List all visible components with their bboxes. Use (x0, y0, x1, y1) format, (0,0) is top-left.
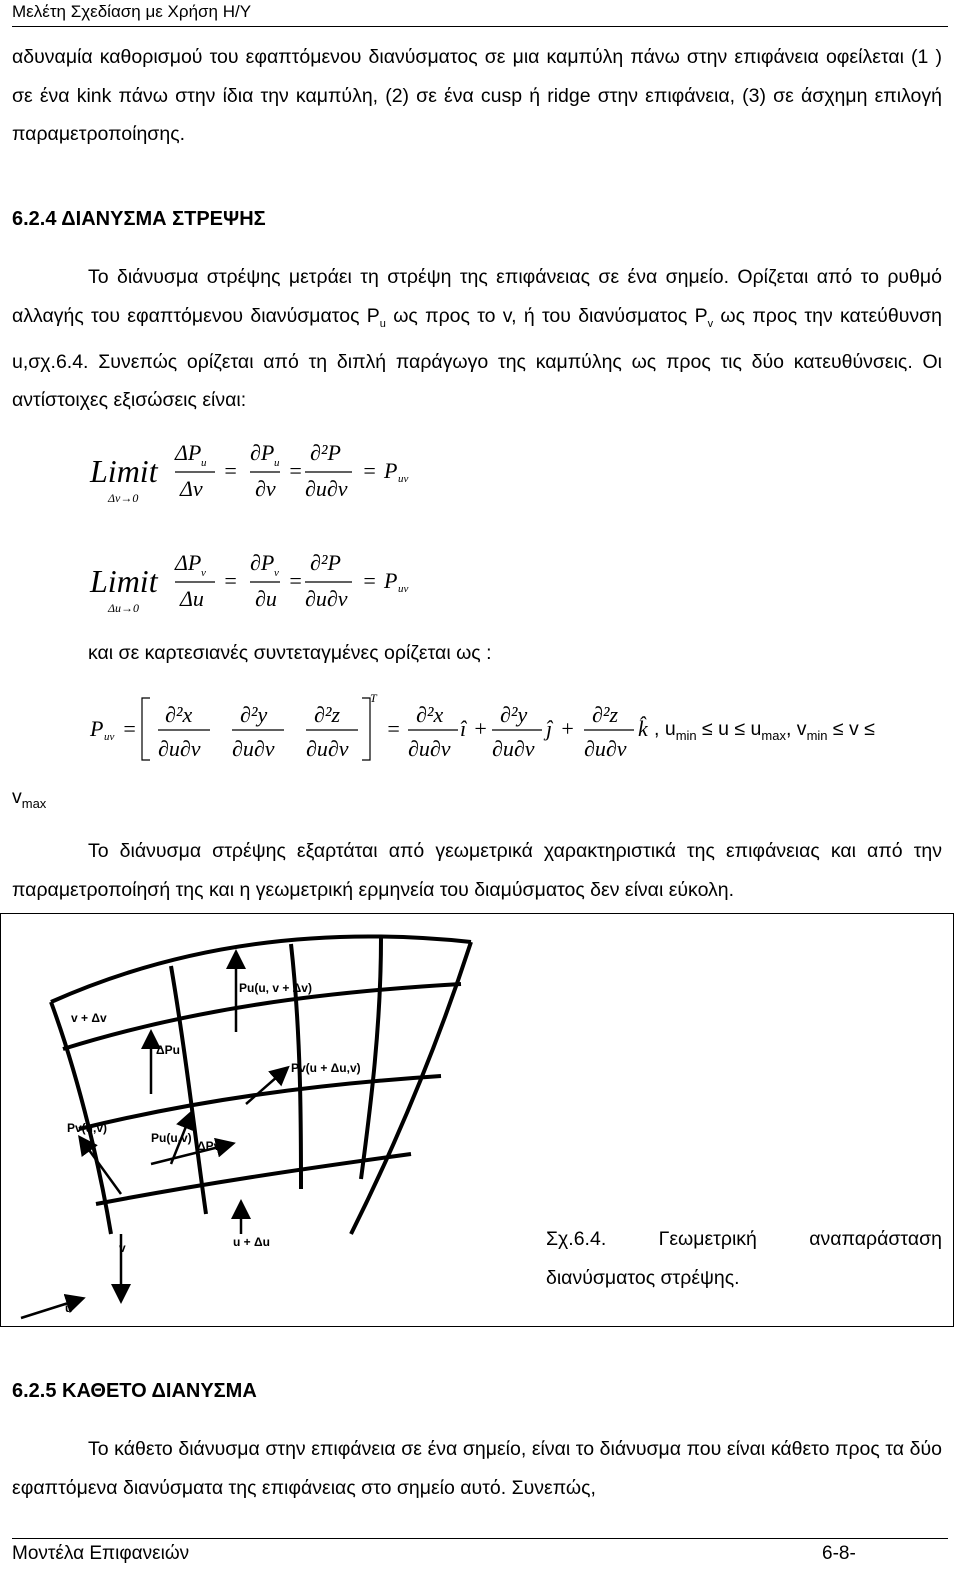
twist-vector-diagram (1, 914, 541, 1324)
svg-text:∂²z: ∂²z (314, 702, 341, 727)
svg-text:Limit: Limit (90, 453, 158, 489)
svg-text:=: = (122, 716, 137, 741)
svg-text:P: P (384, 458, 398, 483)
svg-text:Δv→0: Δv→0 (108, 491, 139, 505)
svg-text:∂v: ∂v (255, 476, 276, 501)
svg-text:v: v (201, 567, 206, 579)
svg-text:∂P: ∂P (250, 550, 275, 575)
svg-text:uv: uv (398, 583, 409, 595)
svg-text:∂u∂v: ∂u∂v (305, 586, 348, 611)
svg-text:∂²y: ∂²y (240, 702, 268, 727)
svg-text:=: = (288, 568, 303, 593)
section-6-2-4-title: 6.2.4 ΔΙΑΝΥΣΜΑ ΣΤΡΕΨΗΣ (12, 208, 266, 230)
svg-text:=: = (223, 568, 238, 593)
svg-text:uv: uv (398, 473, 409, 485)
svg-text:Pu(u,v): Pu(u,v) (151, 1131, 192, 1145)
svg-text:∂²x: ∂²x (416, 702, 444, 727)
equation-limit-du (80, 540, 440, 620)
svg-text:î: î (460, 716, 467, 741)
svg-text:∂²P: ∂²P (310, 440, 341, 465)
svg-text:T: T (370, 691, 377, 705)
equation-cartesian (80, 688, 660, 768)
svg-text:v: v (274, 567, 279, 579)
vmax-continuation: $v_{max}$ (12, 786, 47, 811)
svg-text:Δu: Δu (180, 586, 204, 611)
svg-text:Pv(u + Δu,v): Pv(u + Δu,v) (291, 1061, 361, 1075)
torsion-geometry-paragraph: Το διάνυσμα στρέψης εξαρτάται από γεωμετρικά χαρακτηριστικά της επιφάνειας και από την παραμετροποίησή της και η γεωμετρική ερμηνεία του διαμύσματος δεν είναι εύκολη. (12, 840, 942, 901)
svg-text:∂u∂v: ∂u∂v (305, 476, 348, 501)
svg-text:u: u (201, 457, 207, 469)
svg-text:=: = (362, 458, 377, 483)
svg-text:ΔPv: ΔPv (197, 1139, 221, 1153)
svg-text:u: u (65, 1301, 73, 1315)
normal-vector-paragraph: Το κάθετο διάνυσμα στην επιφάνεια σε ένα σημείο, είναι το διάνυσμα που είναι κάθετο προς τα δύο εφαπτόμενα διανύσματα της επιφάνειας στο σημείο αυτό. Συνεπώς, (12, 1438, 942, 1499)
svg-text:∂u∂v: ∂u∂v (584, 736, 627, 761)
svg-text:Pv(u,v): Pv(u,v) (67, 1121, 108, 1135)
svg-text:u: u (274, 457, 280, 469)
parameter-range: , $u_{min} \le u \le u_{max}$, $v_{min} \le v$ ≤ (654, 718, 875, 743)
svg-text:ĵ: ĵ (546, 716, 553, 741)
svg-text:v: v (119, 1241, 126, 1255)
running-header (12, 0, 948, 27)
svg-text:+: + (560, 716, 575, 741)
svg-text:P: P (90, 716, 104, 741)
vector-Pv-u+du-v (246, 1069, 286, 1104)
svg-text:u + Δu: u + Δu (233, 1235, 270, 1249)
section-6-2-5-title: 6.2.5 ΚΑΘΕΤΟ ΔΙΑΝΥΣΜΑ (12, 1380, 257, 1402)
svg-text:ΔP: ΔP (175, 550, 202, 575)
svg-text:uv: uv (104, 731, 115, 743)
svg-text:∂²y: ∂²y (500, 702, 528, 727)
page-number: 6-8- (822, 1543, 856, 1564)
svg-text:∂u∂v: ∂u∂v (306, 736, 349, 761)
svg-text:∂u: ∂u (255, 586, 277, 611)
figure-caption: Σχ.6.4. Γεωμετρική αναπαράσταση διανύσματος στρέψης. (546, 1228, 942, 1289)
svg-text:v + Δv: v + Δv (71, 1011, 107, 1025)
page-footer (12, 1538, 948, 1571)
svg-text:ΔP: ΔP (175, 440, 202, 465)
svg-text:P: P (384, 568, 398, 593)
svg-text:Δu→0: Δu→0 (108, 601, 140, 615)
svg-text:∂u∂v: ∂u∂v (158, 736, 201, 761)
svg-text:=: = (362, 568, 377, 593)
svg-text:∂u∂v: ∂u∂v (232, 736, 275, 761)
svg-text:=: = (288, 458, 303, 483)
footer-chapter: Μοντέλα Επιφανειών (12, 1543, 190, 1564)
svg-text:ΔPu: ΔPu (156, 1043, 180, 1057)
svg-text:∂²z: ∂²z (592, 702, 619, 727)
svg-text:Limit: Limit (90, 563, 158, 599)
svg-text:∂²P: ∂²P (310, 550, 341, 575)
svg-text:=: = (223, 458, 238, 483)
svg-text:∂²x: ∂²x (165, 702, 193, 727)
running-title: Μελέτη Σχεδίαση με Χρήση Η/Υ (12, 2, 252, 21)
svg-text:k̂: k̂ (638, 716, 648, 741)
intro-paragraph: αδυναμία καθορισμού του εφαπτόμενου διανύσματος σε μια καμπύλη πάνω στην επιφάνεια οφείλεται (1 ) σε ένα kink πάνω στην ίδια την καμπύλη, (2) σε ένα cusp ή ridge στην επιφάνεια, (3) σε άσχημη επιλογή παραμετροποίησης. (12, 46, 942, 145)
svg-text:∂u∂v: ∂u∂v (492, 736, 535, 761)
svg-text:∂u∂v: ∂u∂v (408, 736, 451, 761)
svg-text:+: + (473, 716, 488, 741)
torsion-definition-paragraph: Το διάνυσμα στρέψης μετράει τη στρέψη της επιφάνειας σε ένα σημείο. Ορίζεται από το ρυθμό αλλαγής του εφαπτόμενου διανύσματος $P_u$ ως προς το v, ή του διανύσματος $P_v$ ως προς την κατεύθυνση u,σχ.6.4. Συνεπώς ορίζεται από τη διπλή παράγωγο της καμπύλης ως προς τις δύο κατευθύνσεις. Οι αντίστοιχες εξισώσεις είναι: (12, 266, 942, 412)
svg-text:∂P: ∂P (250, 440, 275, 465)
svg-text:Pu(u, v + Δv): Pu(u, v + Δv) (239, 981, 312, 995)
svg-text:=: = (386, 716, 401, 741)
svg-text:Δv: Δv (180, 476, 203, 501)
cartesian-intro-text: και σε καρτεσιανές συντεταγμένες ορίζεται ως : (88, 642, 492, 664)
equation-limit-dv (80, 430, 440, 510)
